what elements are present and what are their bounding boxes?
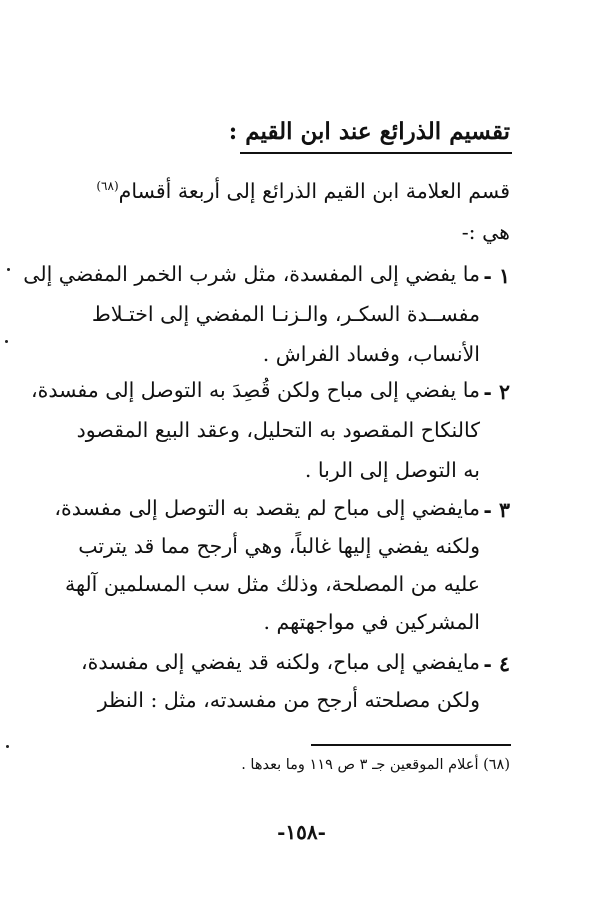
item-3-line-1: مايفضي إلى مباح لم يقصد به التوصل إلى مفسدة، xyxy=(54,496,480,520)
intro-line-1 xyxy=(96,180,510,201)
item-2-line-2: كالنكاح المقصود به التحليل، وعقد البيع المقصود xyxy=(76,418,480,442)
item-number: ٢ - xyxy=(483,380,510,404)
item-number: ١ - xyxy=(483,264,510,288)
item-1-line-1: ما يفضي إلى المفسدة، مثل شرب الخمر المفضي إلى xyxy=(23,262,480,286)
footnote: (٦٨) أعلام الموقعين جـ ٣ ص ١١٩ وما بعدها . xyxy=(241,757,510,773)
item-3-line-4: المشركين في مواجهتهم . xyxy=(263,610,480,634)
scan-speck xyxy=(5,340,8,343)
footnote-reference: (٦٨) xyxy=(96,179,119,193)
item-1-line-3: الأنساب، وفساد الفراش . xyxy=(262,342,480,366)
item-3-line-2: ولكنه يفضي إليها غالباً، وهي أرجح مما قد يترتب xyxy=(78,534,480,558)
item-2-line-3: به التوصل إلى الربا . xyxy=(304,458,480,482)
item-4-line-1: مايفضي إلى مباح، ولكنه قد يفضي إلى مفسدة، xyxy=(81,650,480,674)
heading-underline xyxy=(240,152,512,154)
item-number: ٣ - xyxy=(483,498,510,522)
page-number: -١٥٨- xyxy=(277,820,326,844)
footnote-rule xyxy=(311,744,511,746)
scan-speck xyxy=(7,268,10,271)
item-1-line-2: مفســدة السكـر، والـزنـا المفضي إلى اختـلاط xyxy=(91,302,480,326)
item-2-line-1: ما يفضي إلى مباح ولكن قُصِدَ به التوصل إلى مفسدة، xyxy=(30,378,480,402)
item-number: ٤ - xyxy=(483,652,510,676)
item-4-line-2: ولكن مصلحته أرجح من مفسدته، مثل : النظر xyxy=(97,688,480,712)
intro-line-2: هي :- xyxy=(461,220,510,244)
scan-speck xyxy=(6,745,9,748)
section-heading: تقسيم الذرائع عند ابن القيم : xyxy=(228,118,510,145)
intro-text: قسم العلامة ابن القيم الذرائع إلى أربعة أقسام xyxy=(118,178,510,203)
item-3-line-3: عليه من المصلحة، وذلك مثل سب المسلمين آلهة xyxy=(64,572,480,596)
